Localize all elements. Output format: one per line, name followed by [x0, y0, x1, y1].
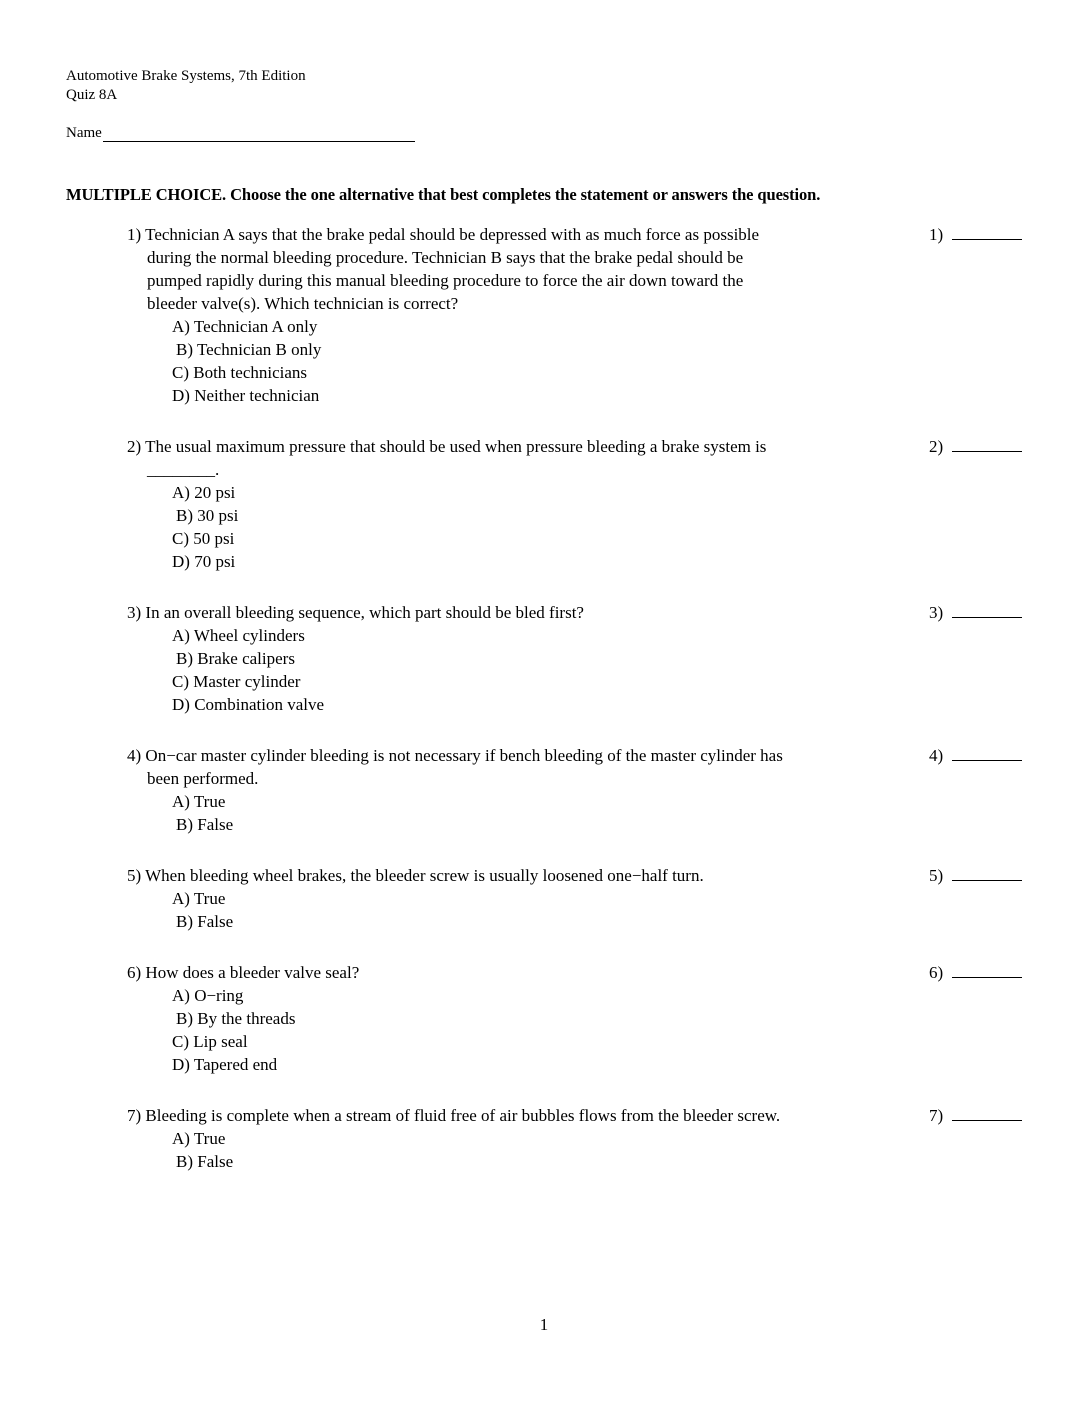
answer-blank[interactable] — [952, 602, 1022, 618]
question-line: Bleeding is complete when a stream of fluid free of air bubbles flows from the bleeder screw. — [145, 1106, 781, 1125]
question — [127, 1104, 1027, 1173]
answer-label: 1) — [929, 225, 944, 244]
question-text: been performed. — [147, 769, 259, 788]
question-number: 1) — [127, 225, 142, 244]
question-number: 7) — [127, 1106, 142, 1125]
question-text: pumped rapidly during this manual bleeding procedure to force the air down toward the — [147, 271, 744, 290]
answer-choice[interactable]: A) True — [172, 1129, 226, 1148]
answer-choice[interactable]: B) By the threads — [176, 1009, 296, 1028]
answer-choice[interactable]: A) True — [172, 792, 226, 811]
question-text — [127, 435, 1027, 458]
answer-choice[interactable]: C) Both technicians — [172, 363, 308, 382]
answer-label: 3) — [929, 603, 944, 622]
question-line: In an overall bleeding sequence, which part should be bled first? — [145, 603, 584, 622]
question — [127, 744, 1027, 836]
document-header — [66, 67, 306, 105]
answer-slot — [929, 435, 1022, 458]
question-line: When bleeding wheel brakes, the bleeder screw is usually loosened one−half turn. — [145, 866, 704, 885]
answer-label: 2) — [929, 437, 944, 456]
question — [127, 961, 1027, 1076]
answer-label: 5) — [929, 866, 944, 885]
question-text — [127, 223, 1027, 246]
instructions: MULTIPLE CHOICE. Choose the one alternative that best completes the statement or answers the question. — [66, 185, 821, 204]
answer-choice[interactable]: B) Technician B only — [176, 340, 322, 359]
answer-choice[interactable]: A) True — [172, 889, 226, 908]
question-text: ________. — [147, 460, 220, 479]
question-list — [127, 223, 1027, 1201]
answer-choice[interactable]: B) False — [176, 815, 234, 834]
question-text — [127, 744, 1027, 767]
answer-choice[interactable]: C) Master cylinder — [172, 672, 301, 691]
answer-choice[interactable]: A) Technician A only — [172, 317, 318, 336]
answer-choice[interactable]: B) False — [176, 912, 234, 931]
name-field — [66, 125, 415, 142]
answer-choice[interactable]: A) Wheel cylinders — [172, 626, 305, 645]
question-text — [127, 864, 1027, 887]
answer-blank[interactable] — [952, 436, 1022, 452]
question-number: 3) — [127, 603, 142, 622]
answer-label: 6) — [929, 963, 944, 982]
page-number: 1 — [539, 1315, 549, 1334]
answer-blank[interactable] — [952, 1105, 1022, 1121]
question-text: during the normal bleeding procedure. Technician B says that the brake pedal should be — [147, 248, 744, 267]
answer-choice[interactable]: A) 20 psi — [172, 483, 236, 502]
question-line: The usual maximum pressure that should be used when pressure bleeding a brake system is — [145, 437, 767, 456]
question-number: 6) — [127, 963, 142, 982]
course-title: Automotive Brake Systems, 7th Edition — [66, 68, 306, 84]
answer-slot — [929, 864, 1022, 887]
question-number: 5) — [127, 866, 142, 885]
question-text: bleeder valve(s). Which technician is correct? — [147, 294, 459, 313]
answer-label: 4) — [929, 746, 944, 765]
question-text — [127, 601, 1027, 624]
question-line: Technician A says that the brake pedal should be depressed with as much force as possible — [145, 225, 760, 244]
question — [127, 601, 1027, 716]
answer-choice[interactable]: D) Tapered end — [172, 1055, 278, 1074]
question-text — [127, 1104, 1027, 1127]
answer-slot — [929, 601, 1022, 624]
question-text — [127, 961, 1027, 984]
question-number: 2) — [127, 437, 142, 456]
question — [127, 223, 1027, 407]
question — [127, 435, 1027, 573]
answer-blank[interactable] — [952, 865, 1022, 881]
answer-choice[interactable]: D) Neither technician — [172, 386, 320, 405]
answer-label: 7) — [929, 1106, 944, 1125]
answer-blank[interactable] — [952, 745, 1022, 761]
answer-choice[interactable]: D) Combination valve — [172, 695, 325, 714]
question-number: 4) — [127, 746, 142, 765]
answer-slot — [929, 1104, 1022, 1127]
answer-blank[interactable] — [952, 962, 1022, 978]
answer-choice[interactable]: A) O−ring — [172, 986, 244, 1005]
answer-slot — [929, 961, 1022, 984]
name-blank[interactable] — [103, 125, 415, 142]
question-line: How does a bleeder valve seal? — [145, 963, 360, 982]
answer-choice[interactable]: D) 70 psi — [172, 552, 236, 571]
answer-slot — [929, 744, 1022, 767]
answer-choice[interactable]: B) 30 psi — [176, 506, 239, 525]
question-line: On−car master cylinder bleeding is not necessary if bench bleeding of the master cylinder has — [145, 746, 783, 765]
question — [127, 864, 1027, 933]
answer-blank[interactable] — [952, 224, 1022, 240]
answer-choice[interactable]: B) False — [176, 1152, 234, 1171]
answer-choice[interactable]: B) Brake calipers — [176, 649, 295, 668]
answer-slot — [929, 223, 1022, 246]
quiz-title: Quiz 8A — [66, 87, 118, 103]
name-label: Name — [66, 125, 102, 141]
answer-choice[interactable]: C) 50 psi — [172, 529, 235, 548]
answer-choice[interactable]: C) Lip seal — [172, 1032, 248, 1051]
